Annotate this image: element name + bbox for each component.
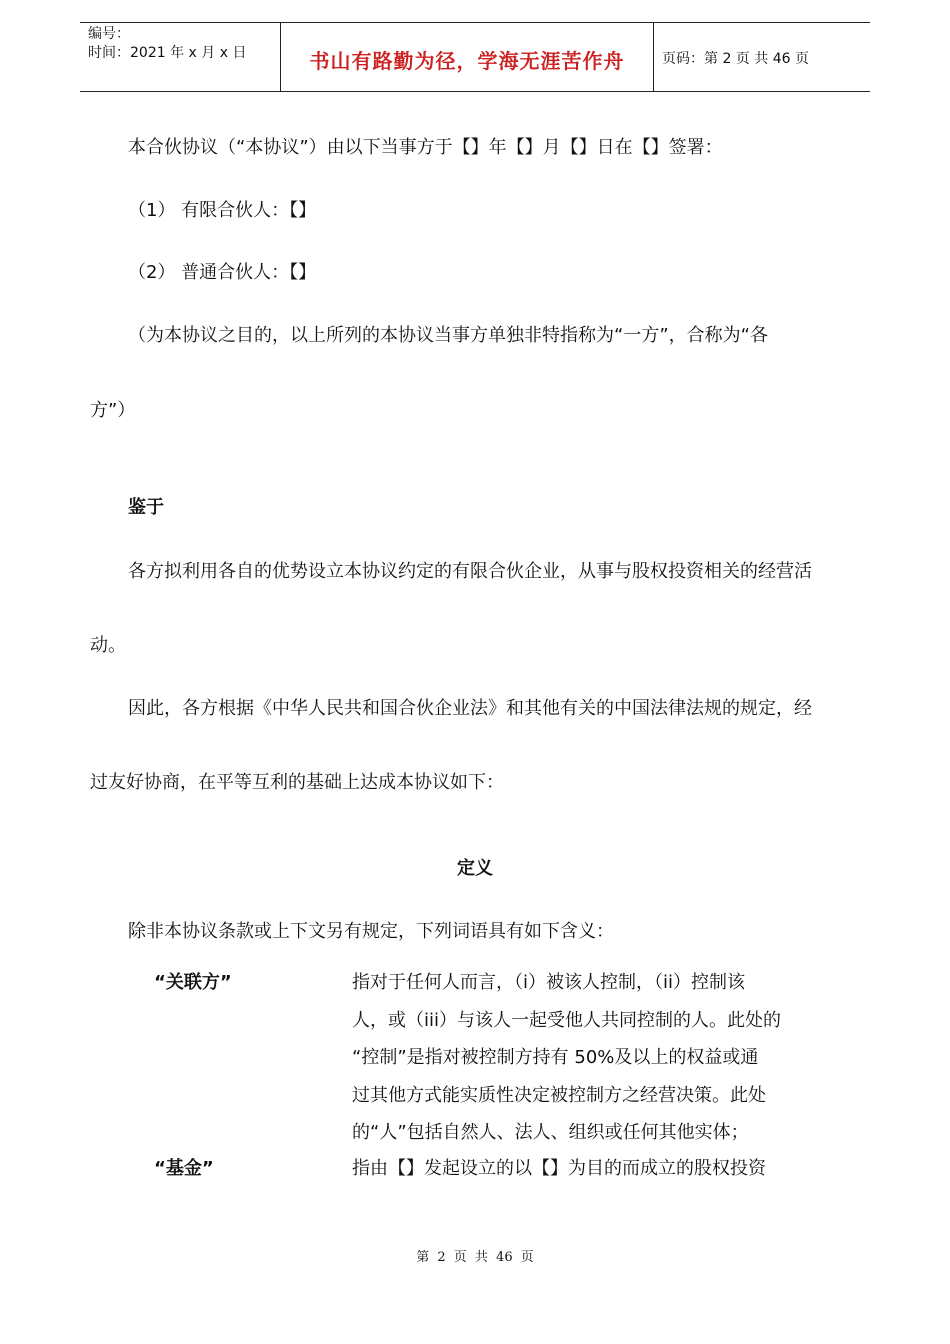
definition-term: “基金” xyxy=(154,1158,214,1179)
note-line-2: 方”） xyxy=(90,400,136,421)
definition-text-line: 指对于任何人而言，（i）被该人控制，（ii）控制该 xyxy=(352,972,746,993)
header-motto: 书山有路勤为径，学海无涯苦作舟 xyxy=(309,49,625,73)
header-page-info: 页码：第 2 页 共 46 页 xyxy=(662,51,809,67)
party-general-partner: （2） 普通合伙人：【】 xyxy=(128,262,317,283)
page-footer: 第 2 页 共 46 页 xyxy=(416,1250,534,1265)
whereas-line-1: 各方拟利用各自的优势设立本协议约定的有限合伙企业，从事与股权投资相关的经营活 xyxy=(128,561,812,582)
note-line-1: （为本协议之目的，以上所列的本协议当事方单独非特指称为“一方”，合称为“各 xyxy=(128,325,768,346)
definitions-heading: 定义 xyxy=(457,858,493,879)
whereas-heading: 鉴于 xyxy=(128,497,164,518)
definition-text-line: 的“人”包括自然人、法人、组织或任何其他实体； xyxy=(352,1122,749,1143)
therefore-line-1: 因此，各方根据《中华人民共和国合伙企业法》和其他有关的中国法律法规的规定，经 xyxy=(128,698,812,719)
definition-text-line: “控制”是指对被控制方持有 50%及以上的权益或通 xyxy=(352,1047,759,1068)
doc-number-label: 编号： xyxy=(88,26,130,42)
page-header xyxy=(80,22,870,92)
header-meta-cell xyxy=(80,23,280,91)
date-label: 时间：2021 年 x 月 x 日 xyxy=(88,45,247,61)
intro-paragraph: 本合伙协议（“本协议”）由以下当事方于【】年【】月【】日在【】签署： xyxy=(128,137,723,158)
definitions-intro: 除非本协议条款或上下文另有规定，下列词语具有如下含义： xyxy=(128,921,614,942)
definition-text-line: 人，或（iii）与该人一起受他人共同控制的人。此处的 xyxy=(352,1010,782,1031)
whereas-line-2: 动。 xyxy=(90,635,126,656)
definition-text-line: 过其他方式能实质性决定被控制方之经营决策。此处 xyxy=(352,1085,766,1106)
party-limited-partner: （1） 有限合伙人：【】 xyxy=(128,200,317,221)
header-page-cell xyxy=(652,23,870,91)
definition-text-line: 指由【】发起设立的以【】为目的而成立的股权投资 xyxy=(352,1158,766,1179)
definition-term: “关联方” xyxy=(154,972,232,993)
therefore-line-2: 过友好协商，在平等互利的基础上达成本协议如下： xyxy=(90,772,504,793)
header-motto-cell xyxy=(280,23,654,91)
